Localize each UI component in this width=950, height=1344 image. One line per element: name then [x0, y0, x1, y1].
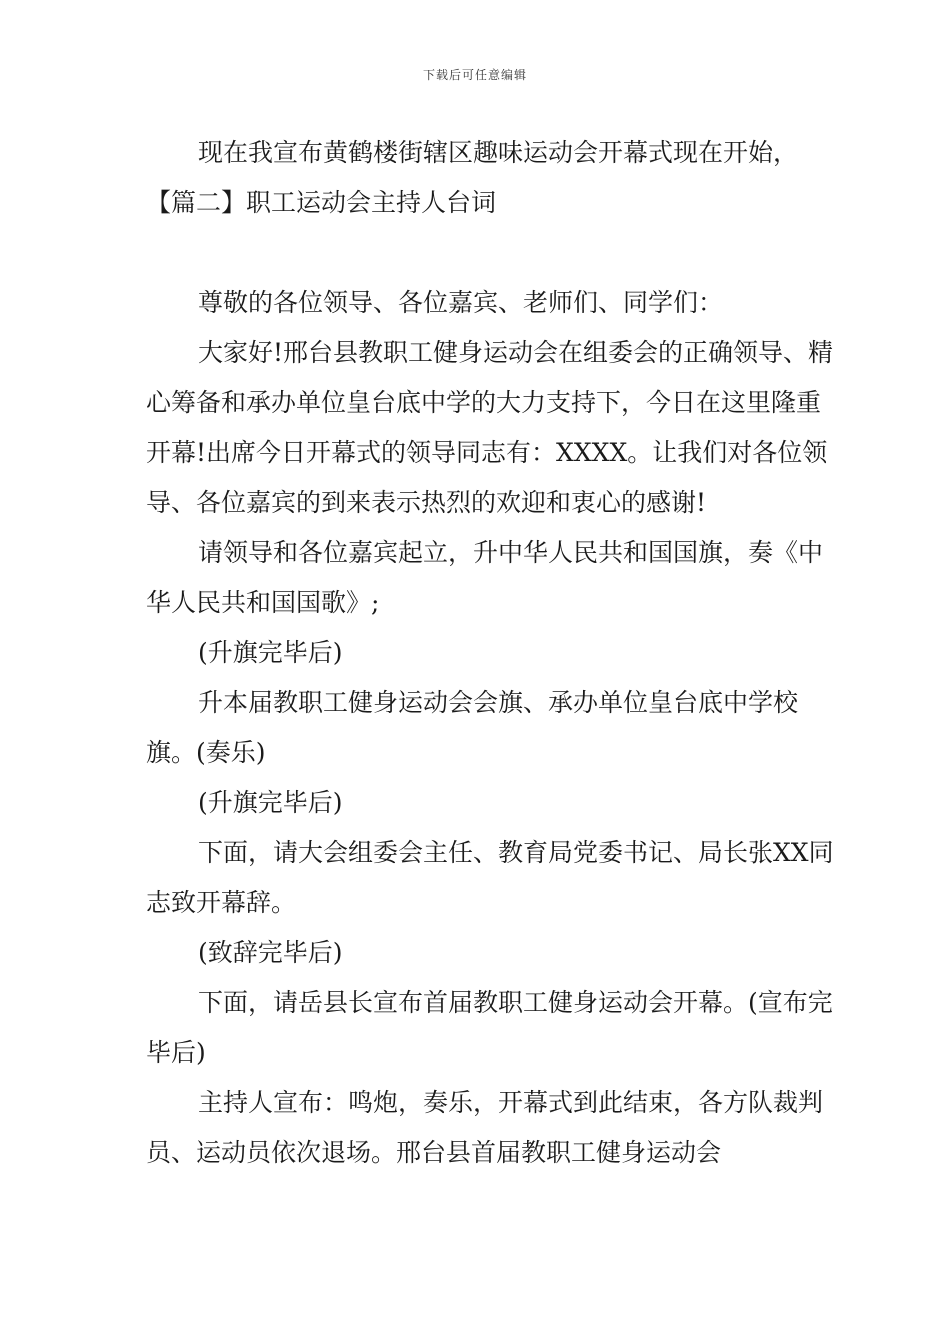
paragraph-declaration: 下面，请岳县长宣布首届教职工健身运动会开幕。(宣布完毕后)	[146, 988, 833, 1067]
page-header-note: 下载后可任意编辑	[422, 68, 527, 82]
paragraph-stage-note: (升旗完毕后)	[198, 638, 343, 667]
document-body	[146, 128, 836, 1178]
paragraph-opening-speech: 下面，请大会组委会主任、教育局党委书记、局长张XX同志致开幕辞。	[146, 838, 834, 917]
paragraph-opening-announcement: 现在我宣布黄鹤楼街辖区趣味运动会开幕式现在开始，	[198, 138, 799, 167]
paragraph-closing: 主持人宣布：鸣炮，奏乐，开幕式到此结束，各方队裁判员、运动员依次退场。邢台县首届教职工健身运动会	[146, 1088, 824, 1167]
section-heading: 【篇二】职工运动会主持人台词	[146, 188, 497, 217]
paragraph-meeting-flag: 升本届教职工健身运动会会旗、承办单位皇台底中学校旗。(奏乐)	[146, 688, 799, 767]
paragraph-salutation: 尊敬的各位领导、各位嘉宾、老师们、同学们：	[198, 288, 724, 317]
paragraph-stage-note: (升旗完毕后)	[198, 788, 343, 817]
paragraph-welcome: 大家好!邢台县教职工健身运动会在组委会的正确领导、精心筹备和承办单位皇台底中学的大力支持下，今日在这里隆重开幕!出席今日开幕式的领导同志有：XXXX。让我们对各位领导、各位嘉宾的到来表示热烈的欢迎和衷心的感谢!	[146, 338, 834, 517]
blank-line	[146, 228, 836, 278]
paragraph-flag-raising: 请领导和各位嘉宾起立，升中华人民共和国国旗，奏《中华人民共和国国歌》;	[146, 538, 824, 617]
paragraph-stage-note: (致辞完毕后)	[198, 938, 343, 967]
